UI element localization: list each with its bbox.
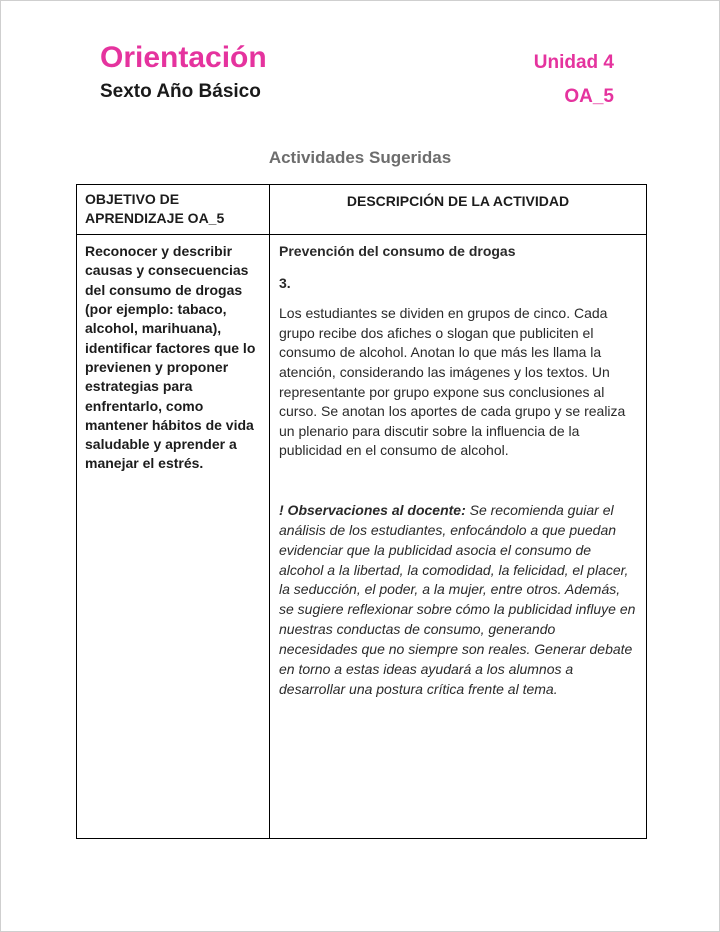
header-left — [100, 41, 267, 104]
description-column-header: DESCRIPCIÓN DE LA ACTIVIDAD — [270, 185, 646, 235]
teacher-note — [279, 501, 636, 700]
objective-cell: Reconocer y describir causas y consecuencias del consumo de drogas (por ejemplo: tabaco, alcohol, marihuana), identificar factores que lo previenen y proponer estrategias para enfrentarlo, como mantener hábitos de vida saludable y aprender a manejar el estrés. — [77, 235, 270, 838]
activity-cell — [270, 235, 646, 838]
subject-title: Orientación — [100, 41, 267, 74]
activity-title: Prevención del consumo de drogas — [279, 243, 516, 259]
objective-column-header: OBJETIVO DE APRENDIZAJE OA_5 — [77, 185, 270, 235]
teacher-note-text: Se recomienda guiar el análisis de los estudiantes, enfocándolo a que puedan evidenciar que la publicidad asocia el consumo de alcohol a la libertad, la comodidad, la felicidad, el placer, la seducción, el poder, a la mujer, entre otros. Además, se sugiere reflexionar sobre cómo la publicidad influye en nuestras conductas de consumo, generando necesidades que no siempre son reales. Generar debate en torno a estas ideas ayudará a los alumnos a desarrollar una postura crítica frente al tema. — [279, 501, 636, 697]
section-title: Actividades Sugeridas — [268, 148, 452, 167]
teacher-note-label: ! Observaciones al docente: — [279, 501, 466, 518]
document-header — [100, 41, 614, 109]
unit-label: Unidad 4 — [533, 52, 614, 73]
activity-number: 3. — [279, 274, 291, 291]
oa-label: OA_5 — [564, 86, 614, 107]
activity-description: Los estudiantes se dividen en grupos de cinco. Cada grupo recibe dos afiches o slogan que publiciten el consumo de alcohol. Anotan lo que más les llama la atención, considerando las imágenes y los textos. Un representante por grupo expone sus conclusiones al curso. Se anotan los aportes de cada grupo y se realiza un plenario para discutir sobre la influencia de la publicidad en el consumo de alcohol. — [279, 305, 626, 459]
activities-table — [76, 184, 647, 839]
header-right — [534, 41, 614, 109]
grade-subtitle: Sexto Año Básico — [100, 81, 261, 102]
